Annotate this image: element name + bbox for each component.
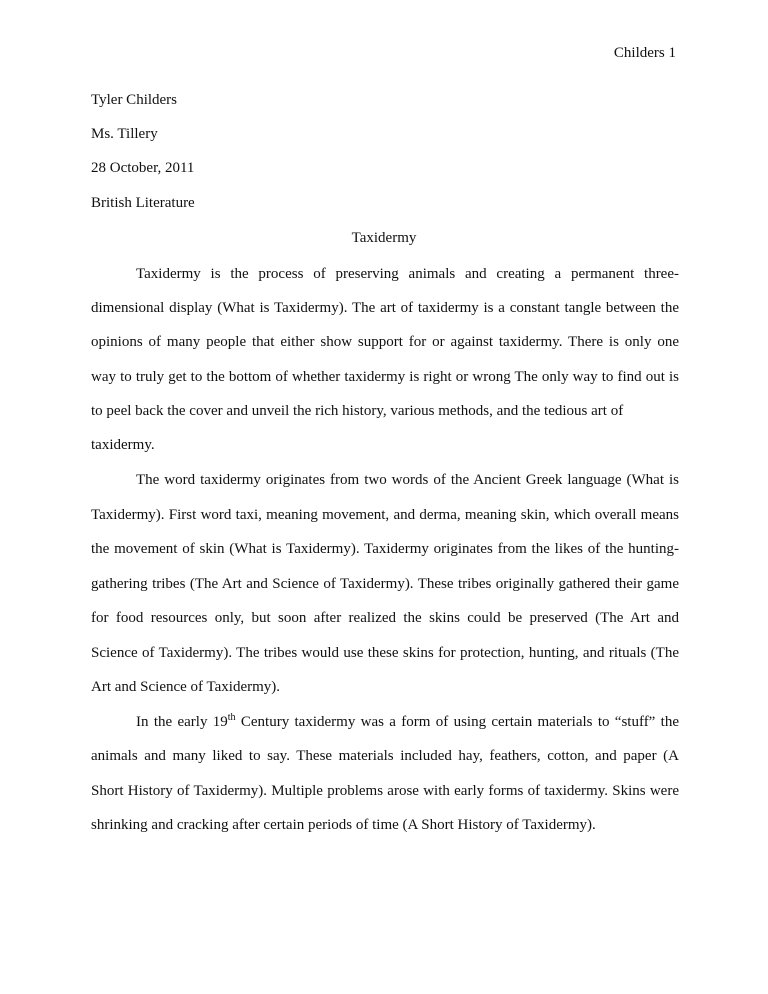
paragraph-line: Taxidermy). First word taxi, meaning movement, and derma, meaning skin, which overall means — [91, 507, 679, 523]
paragraph-line: gathering tribes (The Art and Science of Taxidermy). These tribes originally gathered their game — [91, 576, 679, 592]
paragraph-line: opinions of many people that either show support for or against taxidermy. There is only one — [91, 334, 679, 350]
paragraph-line: Art and Science of Taxidermy). — [91, 679, 281, 695]
paragraph-line: the movement of skin (What is Taxidermy). Taxidermy originates from the likes of the hunting- — [91, 541, 679, 557]
running-head: Childers 1 — [613, 45, 676, 61]
paragraph-line: dimensional display (What is Taxidermy). The art of taxidermy is a constant tangle between the — [91, 300, 679, 316]
paragraph-line: Taxidermy is the process of preserving animals and creating a permanent three- — [136, 266, 679, 282]
paragraph-line: way to truly get to the bottom of whether taxidermy is right or wrong The only way to find out is — [91, 369, 679, 385]
paragraph-line — [136, 714, 679, 731]
paragraph-line: animals and many liked to say. These materials included hay, feathers, cotton, and paper (A — [91, 748, 679, 764]
paragraph-line: for food resources only, but soon after realized the skins could be preserved (The Art and — [91, 610, 679, 626]
paragraph-line: Science of Taxidermy). The tribes would use these skins for protection, hunting, and rituals (The — [91, 645, 679, 661]
superscript: th — [227, 712, 236, 723]
text-run: Century taxidermy was a form of using certain materials to “stuff” the — [235, 714, 679, 730]
instructor-name: Ms. Tillery — [91, 126, 158, 142]
date-line: 28 October, 2011 — [91, 160, 195, 176]
paragraph-line: shrinking and cracking after certain periods of time (A Short History of Taxidermy). — [91, 817, 596, 833]
text-run: In the early 19 — [136, 714, 228, 730]
paragraph-line: to peel back the cover and unveil the rich history, various methods, and the tedious art of — [91, 403, 624, 419]
essay-title: Taxidermy — [351, 230, 417, 246]
paragraph-line: taxidermy. — [91, 437, 155, 453]
paragraph-line: The word taxidermy originates from two words of the Ancient Greek language (What is — [136, 472, 679, 488]
author-name: Tyler Childers — [91, 92, 178, 108]
course-name: British Literature — [91, 195, 195, 211]
paragraph-line: Short History of Taxidermy). Multiple problems arose with early forms of taxidermy. Skins were — [91, 783, 679, 799]
